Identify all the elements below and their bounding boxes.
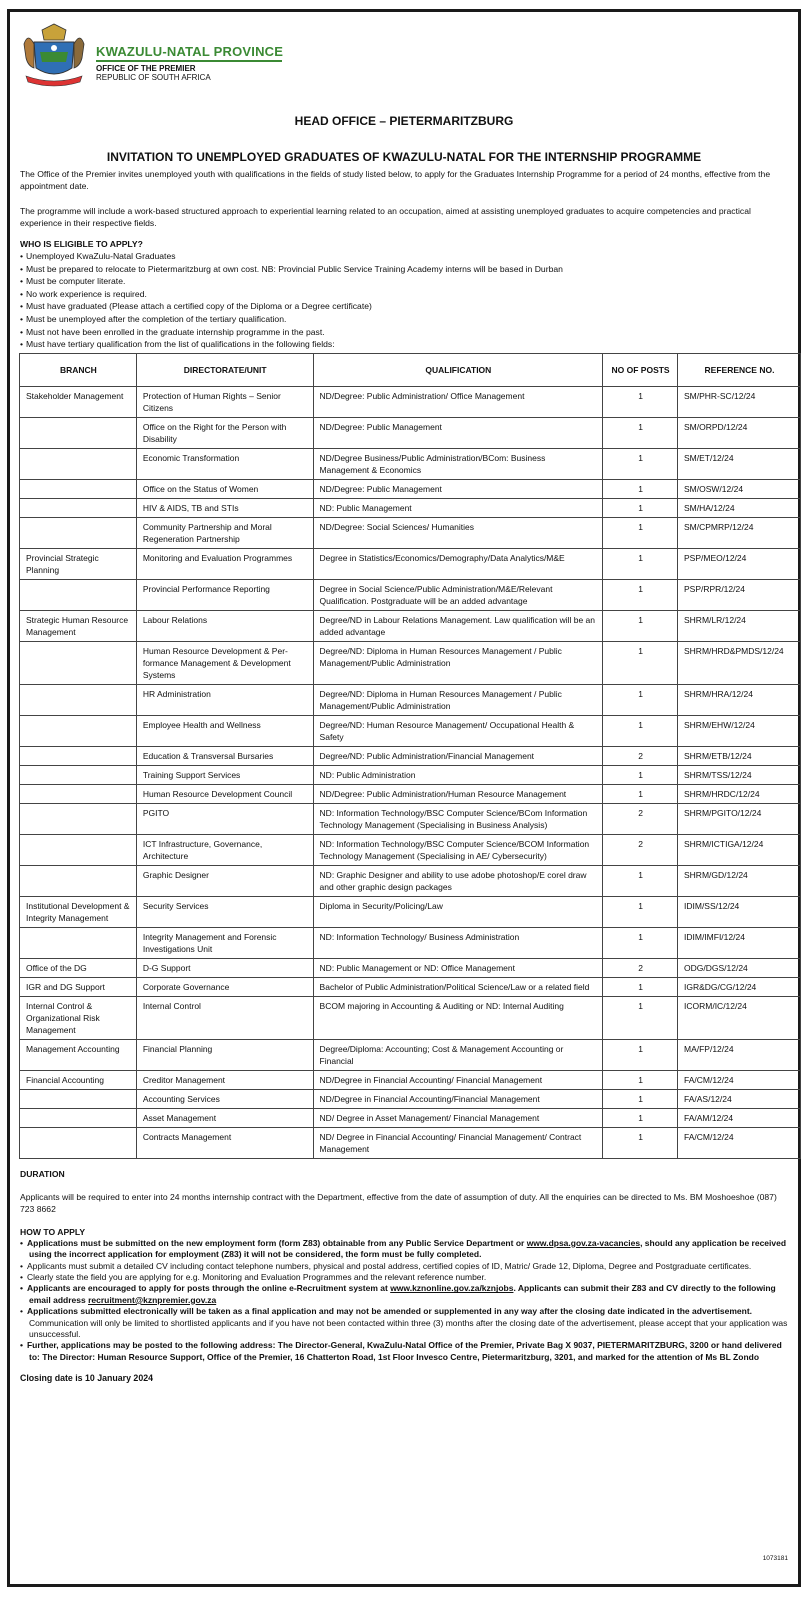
table-row — [20, 715, 801, 746]
advert-content — [20, 22, 788, 1383]
table-row — [20, 386, 801, 417]
apply-item-z83 — [20, 1238, 788, 1261]
apply-text: Applications must be submitted on the new employment form (form Z83) obtainable from any Public Service Department or — [26, 1237, 527, 1248]
column-header-qualification: QUALIFICATION — [313, 353, 603, 386]
table-row — [20, 803, 801, 834]
posts-cell: 1 — [603, 996, 678, 1039]
posts-cell: 1 — [603, 765, 678, 784]
posts-cell: 1 — [603, 479, 678, 498]
eligibility-item: • Must be unemployed after the completion of the tertiary qualification. — [20, 313, 788, 326]
apply-item-post: • Further, applications may be posted to the following address: The Director-General, KwaZulu-Natal Office of the Premier, Private Bag X 9037, PIETERMARITZBURG, 3200 or hand delivered to: The Director: Human Resource Support, Office of the Premier, 16 Chatterton Road, 1st Floor Invesco Centre, Pietermaritzburg, 3201, and marked for the attention of Ms BL Zondo — [20, 1340, 788, 1363]
directorate-cell: Education & Transversal Bursaries — [136, 746, 313, 765]
branch-cell — [20, 448, 137, 479]
reference-cell: FA/CM/12/24 — [678, 1127, 801, 1158]
directorate-cell: Integrity Management and Forensic Investigations Unit — [136, 927, 313, 958]
posts-cell: 1 — [603, 1070, 678, 1089]
branch-cell — [20, 641, 137, 684]
table-row — [20, 996, 801, 1039]
duration-heading: DURATION — [20, 1168, 65, 1179]
qualification-cell: Degree/Diploma: Accounting; Cost & Management Accounting or Financial — [313, 1039, 603, 1070]
qualification-cell: Bachelor of Public Administration/Political Science/Law or a related field — [313, 977, 603, 996]
branch-cell — [20, 803, 137, 834]
how-to-apply-list — [20, 1238, 788, 1363]
qualification-cell: Degree/ND: Diploma in Human Resources Management / Public Management/Public Administration — [313, 684, 603, 715]
apply-item-online — [20, 1283, 788, 1306]
table-row — [20, 977, 801, 996]
eligibility-item: • Must have tertiary qualification from the list of qualifications in the following fields: — [20, 338, 788, 351]
reference-cell: SHRM/ETB/12/24 — [678, 746, 801, 765]
reference-cell: SHRM/EHW/12/24 — [678, 715, 801, 746]
reference-cell: SM/OSW/12/24 — [678, 479, 801, 498]
posts-cell: 1 — [603, 548, 678, 579]
posts-cell: 1 — [603, 417, 678, 448]
province-rule — [96, 60, 282, 62]
dpsa-link[interactable]: www.dpsa.gov.za-vacancies — [526, 1237, 641, 1248]
posts-cell: 1 — [603, 579, 678, 610]
posts-cell: 1 — [603, 865, 678, 896]
posts-cell: 2 — [603, 803, 678, 834]
qualification-cell: ND/Degree: Public Administration/Human Resource Management — [313, 784, 603, 803]
eligibility-item: • Must be prepared to relocate to Pietermaritzburg at own cost. NB: Provincial Public Service Training Academy interns will be based in Durban — [20, 263, 788, 276]
table-row — [20, 579, 801, 610]
qualification-cell: Degree in Social Science/Public Administration/M&E/Relevant Qualification. Postgraduate will be an added advantage — [313, 579, 603, 610]
table-row — [20, 1039, 801, 1070]
intro-paragraph-1: The Office of the Premier invites unemployed youth with qualifications in the fields of study listed below, to apply for the Graduates Internship Programme for a period of 24 months, effective from the appointment date. — [20, 169, 771, 191]
table-row — [20, 548, 801, 579]
reference-cell: ICORM/IC/12/24 — [678, 996, 801, 1039]
posts-cell: 1 — [603, 1127, 678, 1158]
branch-cell — [20, 579, 137, 610]
apply-text: , should any application be received using the incorrect application for employment (Z83) it will not be considered, the form must be fully completed. — [29, 1237, 787, 1260]
qualification-cell: Degree/ND: Human Resource Management/ Occupational Health & Safety — [313, 715, 603, 746]
branch-cell — [20, 517, 137, 548]
branch-cell — [20, 498, 137, 517]
posts-cell: 2 — [603, 746, 678, 765]
column-header-directorate: DIRECTORATE/UNIT — [136, 353, 313, 386]
table-row — [20, 517, 801, 548]
reference-cell: MA/FP/12/24 — [678, 1039, 801, 1070]
directorate-cell: Labour Relations — [136, 610, 313, 641]
branch-cell — [20, 784, 137, 803]
table-row — [20, 784, 801, 803]
column-header-posts: NO OF POSTS — [603, 353, 678, 386]
apply-item-electronic — [20, 1306, 788, 1340]
office-name: OFFICE OF THE PREMIER — [96, 64, 196, 73]
intro-paragraph-2: The programme will include a work-based structured approach to experiential learning related to an occupation, aimed at assisting unemployed graduates to acquire competencies and practical experience in their respective fields. — [20, 206, 751, 228]
column-header-reference: REFERENCE NO. — [678, 353, 801, 386]
qualification-cell: ND/ Degree in Financial Accounting/ Financial Management/ Contract Management — [313, 1127, 603, 1158]
qualification-cell: ND/Degree Business/Public Administration/BCom: Business Management & Economics — [313, 448, 603, 479]
qualification-cell: ND: Information Technology/ Business Administration — [313, 927, 603, 958]
apply-text: Communication will only be limited to shortlisted applicants and if you have not been contacted within three (3) months after the closing date of the advertisement, please accept that your application was unsuccessful. — [29, 1317, 788, 1339]
directorate-cell: Monitoring and Evaluation Programmes — [136, 548, 313, 579]
branch-cell: Strategic Human Resource Management — [20, 610, 137, 641]
eligibility-item: • No work experience is required. — [20, 288, 788, 301]
qualification-cell: BCOM majoring in Accounting & Auditing or ND: Internal Auditing — [313, 996, 603, 1039]
reference-cell: SM/PHR-SC/12/24 — [678, 386, 801, 417]
qualification-cell: ND: Information Technology/BSC Computer Science/BCOM Information Technology Management (Specialising in AE/ Cybersecurity) — [313, 834, 603, 865]
directorate-cell: Office on the Right for the Person with Disability — [136, 417, 313, 448]
qualification-cell: ND: Public Management — [313, 498, 603, 517]
qualification-cell: ND/Degree: Public Management — [313, 479, 603, 498]
reference-cell: SM/HA/12/24 — [678, 498, 801, 517]
eligibility-item: • Unemployed KwaZulu-Natal Graduates — [20, 250, 788, 263]
eligibility-item: • Must have graduated (Please attach a certified copy of the Diploma or a Degree certificate) — [20, 300, 788, 313]
apply-text: Applications submitted electronically will be taken as a final application and may not be amended or supplemented in any way after the closing date indicated in the advertisement. — [26, 1306, 753, 1317]
branch-cell — [20, 1108, 137, 1127]
province-name: KWAZULU-NATAL PROVINCE — [96, 44, 284, 59]
kzn-coat-of-arms-icon — [20, 22, 88, 88]
branch-cell — [20, 417, 137, 448]
qualification-cell: Degree/ND: Public Administration/Financial Management — [313, 746, 603, 765]
table-row — [20, 958, 801, 977]
head-office-heading: HEAD OFFICE – PIETERMARITZBURG — [294, 114, 514, 128]
reference-cell: SHRM/HRD&PMDS/12/24 — [678, 641, 801, 684]
table-row — [20, 448, 801, 479]
posts-cell: 2 — [603, 834, 678, 865]
reference-cell: SHRM/PGITO/12/24 — [678, 803, 801, 834]
posts-cell: 1 — [603, 684, 678, 715]
advert-frame — [7, 9, 801, 1587]
eligibility-list — [20, 250, 788, 351]
reference-cell: FA/CM/12/24 — [678, 1070, 801, 1089]
qualification-cell: ND/Degree in Financial Accounting/Financial Management — [313, 1089, 603, 1108]
reference-cell: FA/AM/12/24 — [678, 1108, 801, 1127]
duration-text: Applicants will be required to enter into 24 months internship contract with the Department, effective from the date of assumption of duty. All the enquiries can be directed to Ms. BM Moshoeshoe (087) 723 8662 — [20, 1191, 777, 1214]
qualification-cell: ND/Degree: Social Sciences/ Humanities — [313, 517, 603, 548]
table-row — [20, 479, 801, 498]
posts-cell: 1 — [603, 715, 678, 746]
directorate-cell: HR Administration — [136, 684, 313, 715]
qualification-cell: Degree/ND: Diploma in Human Resources Management / Public Management/Public Administration — [313, 641, 603, 684]
closing-date: Closing date is 10 January 2024 — [20, 1373, 153, 1384]
directorate-cell: Training Support Services — [136, 765, 313, 784]
reference-cell: SHRM/HRA/12/24 — [678, 684, 801, 715]
directorate-cell: D-G Support — [136, 958, 313, 977]
branch-cell — [20, 1127, 137, 1158]
advert-number: 1073181 — [762, 1555, 788, 1562]
branch-cell — [20, 684, 137, 715]
posts-cell: 1 — [603, 610, 678, 641]
kznonline-link[interactable]: www.kznonline.gov.za/kznjobs — [390, 1283, 514, 1294]
branch-cell — [20, 927, 137, 958]
branch-cell — [20, 479, 137, 498]
reference-cell: PSP/RPR/12/24 — [678, 579, 801, 610]
qualification-cell: ND/Degree: Public Management — [313, 417, 603, 448]
letterhead — [20, 22, 788, 88]
directorate-cell: Protection of Human Rights – Senior Citizens — [136, 386, 313, 417]
posts-cell: 1 — [603, 1108, 678, 1127]
directorate-cell: Corporate Governance — [136, 977, 313, 996]
table-row — [20, 610, 801, 641]
advert-title: INVITATION TO UNEMPLOYED GRADUATES OF KWAZULU-NATAL FOR THE INTERNSHIP PROGRAMME — [106, 150, 702, 164]
directorate-cell: Employee Health and Wellness — [136, 715, 313, 746]
table-row — [20, 834, 801, 865]
posts-cell: 1 — [603, 784, 678, 803]
posts-cell: 1 — [603, 386, 678, 417]
branch-cell: Management Accounting — [20, 1039, 137, 1070]
branch-cell — [20, 865, 137, 896]
directorate-cell: Graphic Designer — [136, 865, 313, 896]
table-row — [20, 765, 801, 784]
directorate-cell: Asset Management — [136, 1108, 313, 1127]
directorate-cell: Human Resource Development & Per-formance Management & Development Systems — [136, 641, 313, 684]
table-row — [20, 896, 801, 927]
branch-cell: Financial Accounting — [20, 1070, 137, 1089]
reference-cell: FA/AS/12/24 — [678, 1089, 801, 1108]
directorate-cell: Community Partnership and Moral Regeneration Partnership — [136, 517, 313, 548]
reference-cell: SM/ET/12/24 — [678, 448, 801, 479]
branch-cell — [20, 746, 137, 765]
reference-cell: SHRM/ICTIGA/12/24 — [678, 834, 801, 865]
apply-text: . Applicants can submit their Z83 and CV directly to the following email address — [29, 1283, 776, 1305]
directorate-cell: Creditor Management — [136, 1070, 313, 1089]
reference-cell: SM/CPMRP/12/24 — [678, 517, 801, 548]
apply-item-cv: • Applicants must submit a detailed CV including contact telephone numbers, physical and postal address, certified copies of ID, Matric/ Grade 12, Diploma, Degree and Postgraduate certificates. — [20, 1261, 788, 1272]
how-to-apply-heading: HOW TO APPLY — [20, 1226, 86, 1237]
apply-text: Applicants are encouraged to apply for posts through the online e-Recruitment system at — [26, 1283, 391, 1294]
qualification-cell: ND: Graphic Designer and ability to use adobe photoshop/E corel draw and other graphic design packages — [313, 865, 603, 896]
posts-cell: 1 — [603, 498, 678, 517]
directorate-cell: Internal Control — [136, 996, 313, 1039]
branch-cell: Office of the DG — [20, 958, 137, 977]
qualification-cell: ND/Degree: Public Administration/ Office Management — [313, 386, 603, 417]
directorate-cell: Contracts Management — [136, 1127, 313, 1158]
branch-cell: Stakeholder Management — [20, 386, 137, 417]
posts-cell: 1 — [603, 448, 678, 479]
reference-cell: SHRM/LR/12/24 — [678, 610, 801, 641]
directorate-cell: ICT Infrastructure, Governance, Architecture — [136, 834, 313, 865]
table-row — [20, 1089, 801, 1108]
reference-cell: ODG/DGS/12/24 — [678, 958, 801, 977]
branch-cell — [20, 1089, 137, 1108]
branch-cell: Institutional Development & Integrity Management — [20, 896, 137, 927]
qualification-cell: Diploma in Security/Policing/Law — [313, 896, 603, 927]
qualification-cell: Degree/ND in Labour Relations Management. Law qualification will be an added advantage — [313, 610, 603, 641]
reference-cell: IDIM/IMFI/12/24 — [678, 927, 801, 958]
directorate-cell: Financial Planning — [136, 1039, 313, 1070]
reference-cell: IDIM/SS/12/24 — [678, 896, 801, 927]
posts-cell: 1 — [603, 517, 678, 548]
posts-table-header — [20, 353, 801, 386]
posts-cell: 1 — [603, 1089, 678, 1108]
eligibility-item: • Must be computer literate. — [20, 275, 788, 288]
posts-cell: 1 — [603, 977, 678, 996]
posts-cell: 1 — [603, 927, 678, 958]
qualification-cell: ND: Information Technology/BSC Computer Science/BCom Information Technology Management (Specialising in Business Analysis) — [313, 803, 603, 834]
column-header-branch: BRANCH — [20, 353, 137, 386]
directorate-cell: HIV & AIDS, TB and STIs — [136, 498, 313, 517]
table-row — [20, 1070, 801, 1089]
republic-name: REPUBLIC OF SOUTH AFRICA — [96, 73, 211, 82]
posts-cell: 1 — [603, 896, 678, 927]
table-row — [20, 865, 801, 896]
recruitment-email-link[interactable]: recruitment@kznpremier.gov.za — [88, 1294, 217, 1305]
directorate-cell: Office on the Status of Women — [136, 479, 313, 498]
qualification-cell: ND/Degree in Financial Accounting/ Financial Management — [313, 1070, 603, 1089]
branch-cell: IGR and DG Support — [20, 977, 137, 996]
organisation-block — [96, 44, 283, 82]
directorate-cell: Provincial Performance Reporting — [136, 579, 313, 610]
table-row — [20, 641, 801, 684]
branch-cell: Provincial Strategic Planning — [20, 548, 137, 579]
table-row — [20, 417, 801, 448]
reference-cell: SHRM/GD/12/24 — [678, 865, 801, 896]
table-row — [20, 1127, 801, 1158]
directorate-cell: PGITO — [136, 803, 313, 834]
posts-cell: 1 — [603, 1039, 678, 1070]
directorate-cell: Accounting Services — [136, 1089, 313, 1108]
reference-cell: SHRM/TSS/12/24 — [678, 765, 801, 784]
branch-cell: Internal Control & Organizational Risk Management — [20, 996, 137, 1039]
qualification-cell: ND: Public Administration — [313, 765, 603, 784]
branch-cell — [20, 834, 137, 865]
branch-cell — [20, 715, 137, 746]
posts-cell: 2 — [603, 958, 678, 977]
reference-cell: IGR&DG/CG/12/24 — [678, 977, 801, 996]
directorate-cell: Security Services — [136, 896, 313, 927]
reference-cell: SHRM/HRDC/12/24 — [678, 784, 801, 803]
eligibility-heading: WHO IS ELIGIBLE TO APPLY? — [20, 239, 143, 249]
qualification-cell: ND: Public Management or ND: Office Management — [313, 958, 603, 977]
directorate-cell: Human Resource Development Council — [136, 784, 313, 803]
qualification-cell: Degree in Statistics/Economics/Demography/Data Analytics/M&E — [313, 548, 603, 579]
table-row — [20, 498, 801, 517]
reference-cell: PSP/MEO/12/24 — [678, 548, 801, 579]
table-row — [20, 684, 801, 715]
reference-cell: SM/ORPD/12/24 — [678, 417, 801, 448]
table-row — [20, 1108, 801, 1127]
qualification-cell: ND/ Degree in Asset Management/ Financial Management — [313, 1108, 603, 1127]
apply-item-field: • Clearly state the field you are applying for e.g. Monitoring and Evaluation Programmes and the relevant reference number. — [20, 1272, 788, 1283]
directorate-cell: Economic Transformation — [136, 448, 313, 479]
branch-cell — [20, 765, 137, 784]
posts-table — [19, 353, 801, 1159]
table-row — [20, 927, 801, 958]
eligibility-item: • Must not have been enrolled in the graduate internship programme in the past. — [20, 326, 788, 339]
posts-cell: 1 — [603, 641, 678, 684]
posts-table-body — [20, 386, 801, 1158]
table-row — [20, 746, 801, 765]
